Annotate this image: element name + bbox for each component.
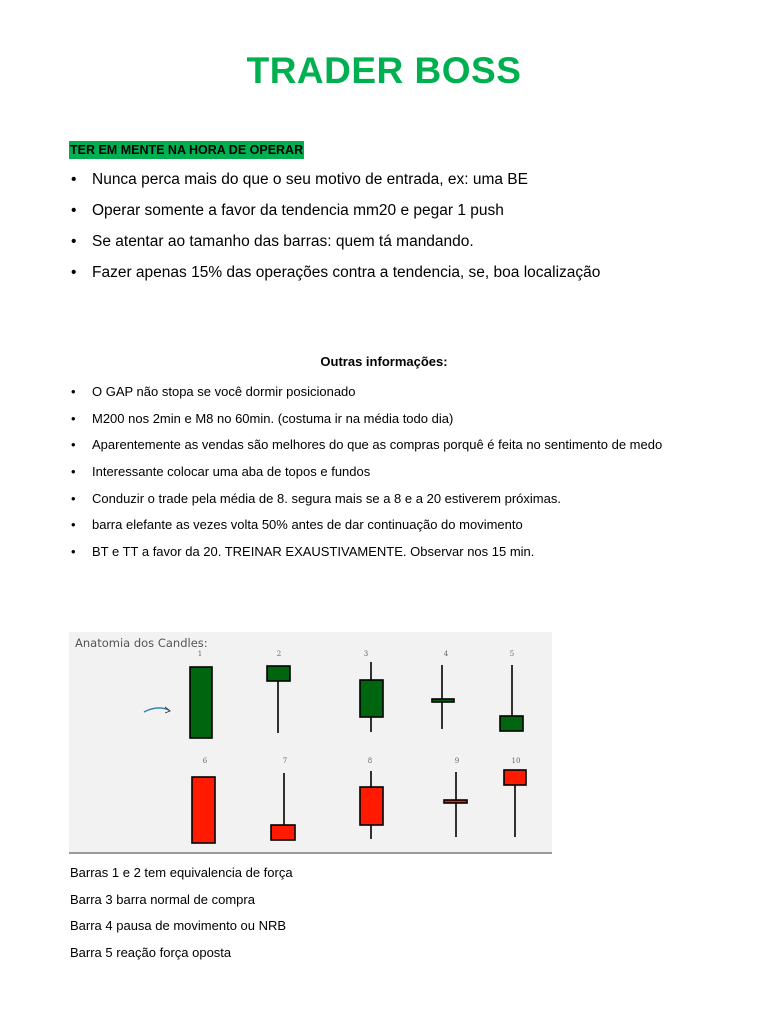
list-item: • M200 nos 2min e M8 no 60min. (costuma ir na média todo dia) — [70, 408, 662, 435]
candle-6 — [192, 777, 215, 843]
list-item: • Conduzir o trade pela média de 8. segura mais se a 8 e a 20 estiverem próximas. — [70, 488, 662, 515]
other-info-list — [70, 381, 662, 568]
candle-1 — [190, 667, 212, 738]
notes-block — [70, 862, 293, 969]
candle-2 — [267, 666, 290, 681]
pointer-arrow-icon — [144, 708, 169, 712]
candle-number: 3 — [363, 650, 369, 658]
candle-number: 5 — [509, 650, 515, 658]
candle-number: 2 — [276, 650, 282, 658]
candle-10 — [504, 770, 526, 785]
note-line: Barras 1 e 2 tem equivalencia de força — [70, 865, 293, 880]
list-item: • O GAP não stopa se você dormir posicionado — [70, 381, 662, 408]
candle-number: 9 — [454, 757, 460, 765]
candle-3 — [360, 680, 383, 717]
figure-caption: Anatomia dos Candles: — [75, 636, 208, 650]
list-item: • Operar somente a favor da tendencia mm20 e pegar 1 push — [70, 199, 600, 230]
highlighted-heading: TER EM MENTE NA HORA DE OPERAR — [70, 143, 304, 157]
candle-5 — [500, 716, 523, 731]
note-line: Barra 5 reação força oposta — [70, 945, 232, 961]
main-points-list — [70, 168, 600, 292]
list-item: • Interessante colocar uma aba de topos e fundos — [70, 461, 662, 488]
candle-number: 8 — [367, 757, 373, 765]
section-heading: Outras informações: — [320, 354, 448, 369]
document-title: TRADER BOSS — [246, 50, 522, 91]
candle-9 — [444, 800, 467, 803]
note-line: Barra 3 barra normal de compra — [70, 891, 255, 907]
list-item: • barra elefante as vezes volta 50% antes de dar continuação do movimento — [70, 514, 662, 541]
candle-4 — [432, 699, 454, 702]
list-item: • Fazer apenas 15% das operações contra a tendencia, se, boa localização — [70, 261, 600, 292]
list-item: • Se atentar ao tamanho das barras: quem tá mandando. — [70, 230, 600, 261]
candle-number: 6 — [202, 757, 208, 765]
candle-7 — [271, 825, 295, 840]
note-line: Barra 4 pausa de movimento ou NRB — [70, 918, 287, 934]
candle-number: 4 — [443, 650, 449, 658]
candle-anatomy-figure — [69, 632, 552, 854]
candle-8 — [360, 787, 383, 825]
list-item: • Aparentemente as vendas são melhores do que as compras porquê é feita no sentimento de medo — [70, 434, 662, 461]
candle-number: 7 — [282, 757, 288, 765]
list-item: • BT e TT a favor da 20. TREINAR EXAUSTIVAMENTE. Observar nos 15 min. — [70, 541, 662, 568]
candle-number: 1 — [197, 650, 203, 658]
candle-number: 10 — [511, 757, 521, 765]
list-item: • Nunca perca mais do que o seu motivo de entrada, ex: uma BE — [70, 168, 600, 199]
candle-diagram — [69, 632, 552, 852]
